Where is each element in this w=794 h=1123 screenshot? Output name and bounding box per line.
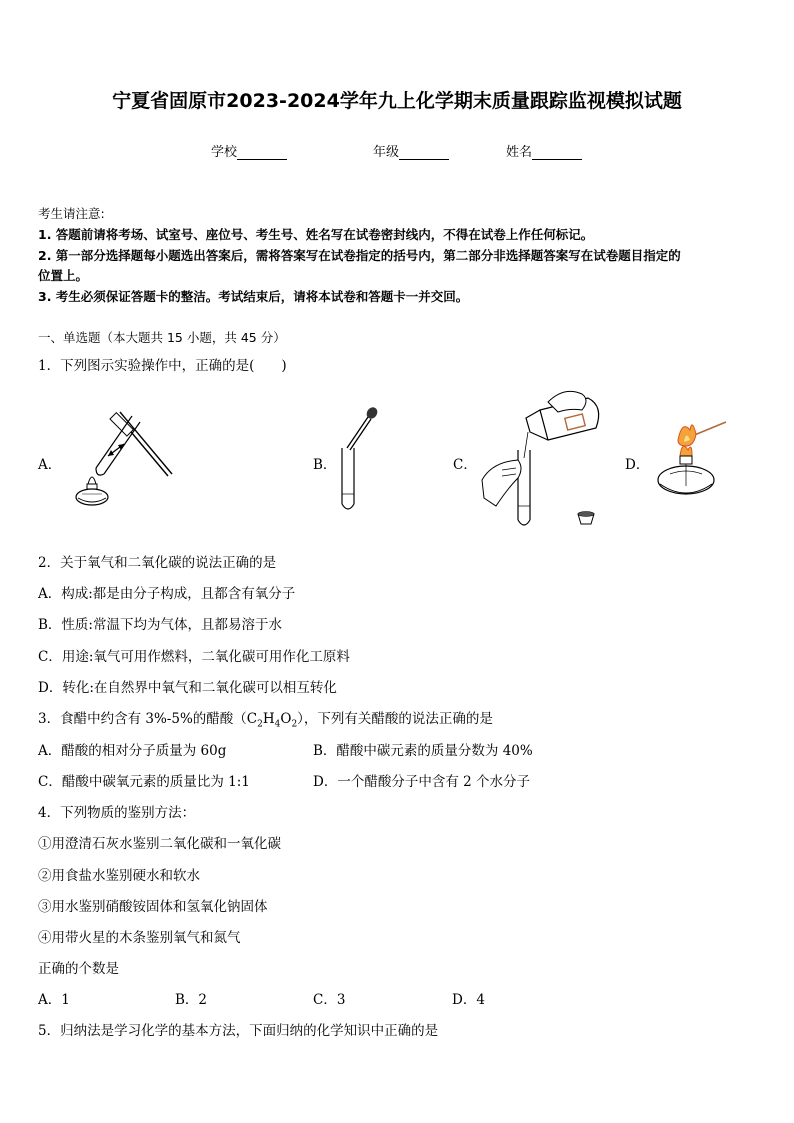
q4-item-4: ④用带火星的木条鉴别氧气和氮气	[38, 930, 241, 946]
q4-item-3: ③用水鉴别硝酸铵固体和氢氧化钠固体	[38, 899, 268, 915]
q5-stem: 5．归纳法是学习化学的基本方法，下面归纳的化学知识中正确的是	[38, 1023, 439, 1039]
q3-option-c[interactable]: C．醋酸中碳氧元素的质量比为 1:1	[38, 774, 250, 790]
grade-blank[interactable]	[399, 145, 449, 160]
q2-option-a[interactable]: A．构成:都是由分子构成，且都含有氧分子	[38, 586, 296, 602]
q2-stem: 2．关于氧气和二氧化碳的说法正确的是	[38, 555, 277, 571]
q4-stem: 4．下列物质的鉴别方法：	[38, 805, 196, 821]
notice-item-2-cont: 位置上。	[38, 268, 89, 283]
q4-prompt: 正确的个数是	[38, 961, 119, 977]
q4-option-b[interactable]: B．2	[175, 992, 208, 1008]
q4-item-2: ②用食盐水鉴别硬水和软水	[38, 868, 200, 884]
q3-formula-sub3: 2	[291, 719, 298, 730]
q2-option-b[interactable]: B．性质:常温下均为气体，且都易溶于水	[38, 617, 282, 633]
notice-heading: 考生请注意:	[38, 206, 105, 221]
q3-option-d[interactable]: D．一个醋酸分子中含有 2 个水分子	[313, 774, 530, 790]
q3-formula-mid2: O	[280, 711, 292, 727]
figure-c-pouring	[478, 388, 608, 533]
q3-option-a[interactable]: A．醋酸的相对分子质量为 60g	[38, 743, 227, 759]
name-label: 姓名	[506, 145, 533, 160]
figure-d-alcohol-lamp	[652, 416, 732, 504]
q4-option-c[interactable]: C．3	[313, 992, 346, 1008]
q1-option-d[interactable]: D．	[625, 457, 650, 473]
q2-option-d[interactable]: D．转化:在自然界中氧气和二氧化碳可以相互转化	[38, 680, 337, 696]
q3-option-b[interactable]: B．醋酸中碳元素的质量分数为 40%	[313, 743, 533, 759]
figure-a-heating-tube	[68, 410, 173, 510]
school-label: 学校	[211, 145, 238, 160]
school-blank[interactable]	[237, 145, 287, 160]
q1-stem: 1．下列图示实验操作中，正确的是( )	[38, 358, 287, 374]
section-heading: 一、单选题（本大题共 15 小题，共 45 分）	[38, 330, 286, 345]
notice-item-1: 1. 答题前请将考场、试室号、座位号、考生号、姓名写在试卷密封线内，不得在试卷上作任何标记。	[38, 227, 594, 242]
figure-b-dropper	[332, 404, 384, 514]
page-title: 宁夏省固原市2023-2024学年九上化学期末质量跟踪监视模拟试题	[112, 90, 682, 112]
q4-option-d[interactable]: D．4	[452, 992, 485, 1008]
q1-option-b[interactable]: B．	[313, 457, 337, 473]
q4-option-a[interactable]: A．1	[38, 992, 70, 1008]
q3-stem-pre: 3．食醋中约含有 3%-5%的醋酸（C	[38, 711, 258, 727]
school-field[interactable]	[211, 141, 287, 160]
notice-item-2: 2. 第一部分选择题每小题选出答案后，需将答案写在试卷指定的括号内，第二部分非选择题答案写在试卷题目指定的	[38, 248, 681, 263]
q3-formula-sub2: 4	[274, 719, 281, 730]
q3-stem	[38, 707, 493, 730]
q3-formula-mid1: H	[262, 711, 275, 727]
q1-option-a[interactable]: A．	[38, 457, 62, 473]
q2-option-c[interactable]: C．用途:氧气可用作燃料，二氧化碳可用作化工原料	[38, 649, 350, 665]
grade-label: 年级	[373, 145, 400, 160]
q4-item-1: ①用澄清石灰水鉴别二氧化碳和一氧化碳	[38, 836, 281, 852]
name-field[interactable]	[506, 141, 582, 160]
q3-stem-post: ），下列有关醋酸的说法正确的是	[297, 711, 493, 727]
q1-option-c[interactable]: C．	[453, 457, 477, 473]
notice-item-3: 3. 考生必须保证答题卡的整洁。考试结束后，请将本试卷和答题卡一并交回。	[38, 289, 469, 304]
q3-formula-sub1: 2	[257, 719, 263, 730]
name-blank[interactable]	[532, 145, 582, 160]
grade-field[interactable]	[373, 141, 449, 160]
